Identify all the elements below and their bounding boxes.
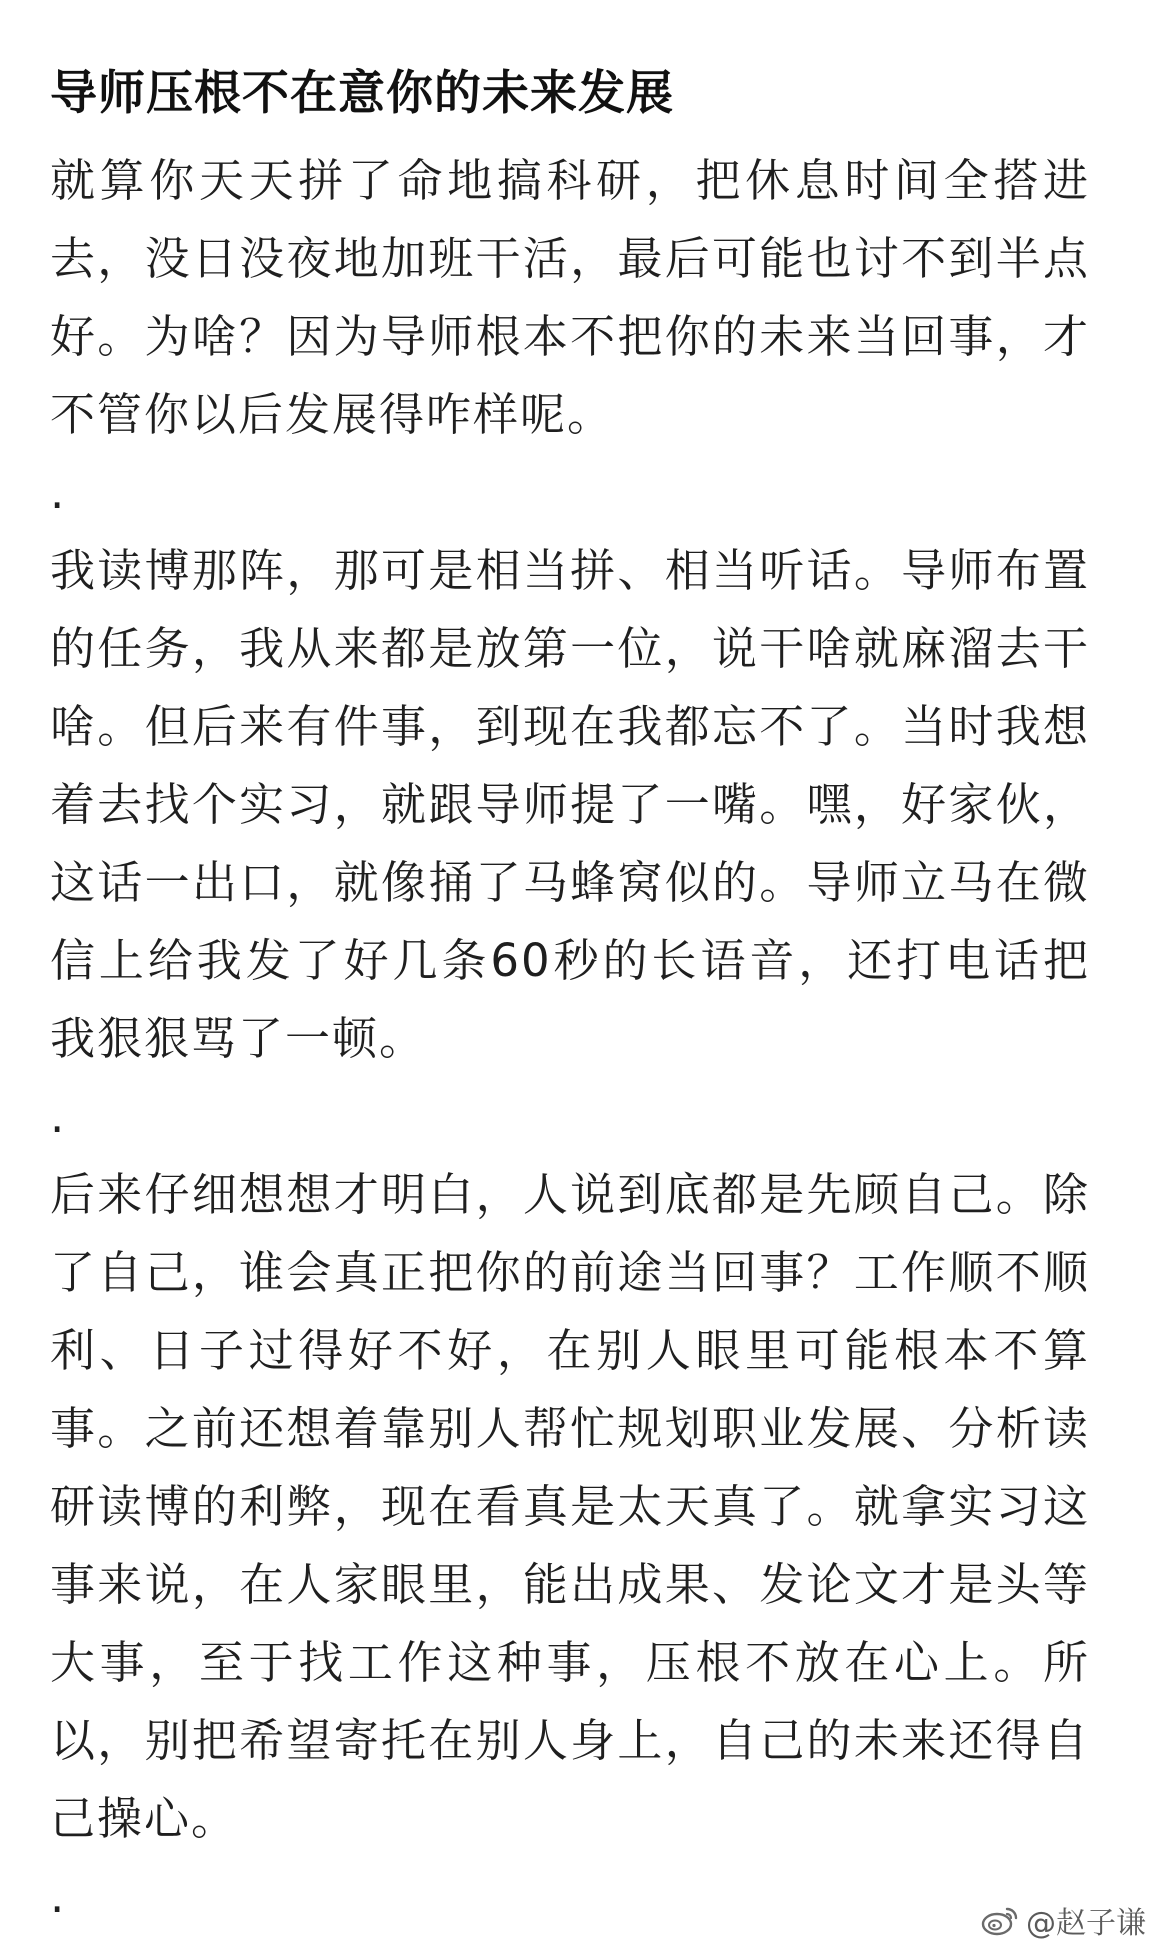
separator-2: . [50, 1090, 65, 1143]
weibo-handle: @赵子谦 [1026, 1906, 1146, 1941]
paragraph-3: 后来仔细想想才明白，人说到底都是先顾自己。除了自己，谁会真正把你的前途当回事？工作顺不顺利、日子过得好不好，在别人眼里可能根本不算事。之前还想着靠别人帮忙规划职业发展、分析读研读博的利弊，现在看真是太天真了。就拿实习这事来说，在人家眼里，能出成果、发论文才是头等大事，至于找工作这种事，压根不放在心上。所以，别把希望寄托在别人身上，自己的未来还得自己操心。 [50, 1168, 1090, 1845]
separator-1: . [50, 466, 65, 519]
weibo-watermark [980, 1898, 1146, 1942]
separator-3: . [50, 1870, 65, 1923]
article [50, 0, 1140, 1936]
paragraph-2: 我读博那阵，那可是相当拼、相当听话。导师布置的任务，我从来都是放第一位，说干啥就麻溜去干啥。但后来有件事，到现在我都忘不了。当时我想着去找个实习，就跟导师提了一嘴。嘿，好家伙，这话一出口，就像捅了马蜂窝似的。导师立马在微信上给我发了好几条60秒的长语音，还打电话把我狠狠骂了一顿。 [50, 544, 1090, 1065]
article-title: 导师压根不在意你的未来发展 [50, 66, 674, 121]
paragraph-1: 就算你天天拼了命地搞科研，把休息时间全搭进去，没日没夜地加班干活，最后可能也讨不到半点好。为啥？因为导师根本不把你的未来当回事，才不管你以后发展得咋样呢。 [50, 154, 1090, 441]
weibo-icon [980, 1903, 1020, 1937]
